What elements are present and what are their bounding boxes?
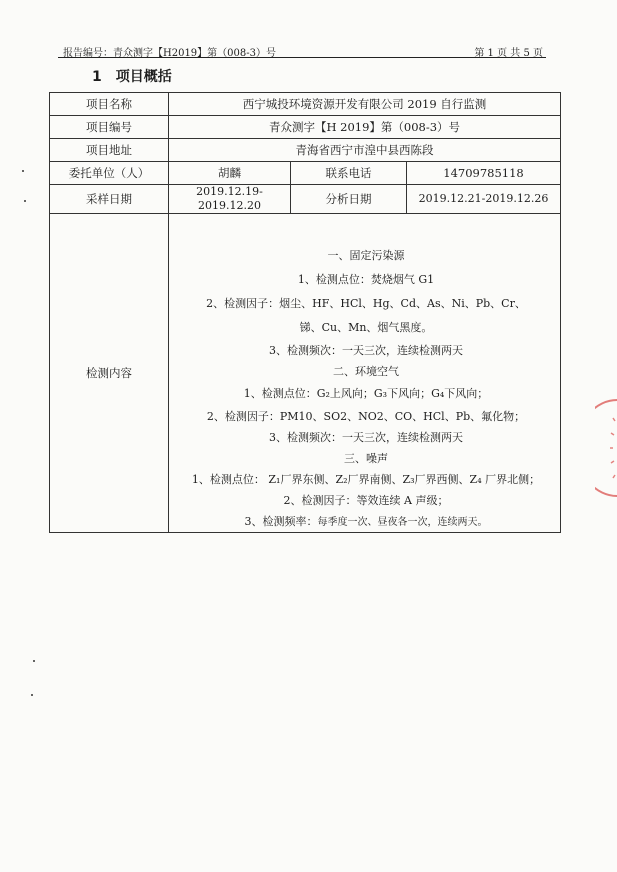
phone-value: 14709785118 [407, 162, 561, 185]
detection-line: 3、检测频次：一天三次，连续检测两天 [269, 344, 463, 357]
header-divider [58, 57, 546, 58]
frequency-text: 每季度一次、昼夜各一次，连续两天。 [317, 517, 488, 528]
row-detection [50, 214, 561, 533]
detection-content-cell [169, 214, 561, 533]
row-project-name [50, 93, 561, 116]
detection-line: 二、环境空气 [333, 365, 399, 378]
scan-speck [24, 200, 26, 202]
detection-line: 1、检测点位：G₂上风向；G₃下风向；G₄下风向； [243, 387, 489, 400]
project-info-table [49, 92, 561, 533]
project-no-value: 青众测字【H 2019】第（008-3）号 [169, 116, 561, 139]
row-client [50, 162, 561, 185]
detection-line: 1、检测点位：焚烧烟气 G1 [297, 273, 435, 286]
detection-line-last [172, 511, 560, 532]
row-dates [50, 185, 561, 214]
section-heading [92, 66, 172, 86]
scan-speck [33, 660, 35, 662]
row-project-address [50, 139, 561, 162]
detection-line: 1、检测点位： Z₁厂界东侧、Z₂厂界南侧、Z₃厂界西侧、Z₄ 厂界北侧； [191, 473, 541, 486]
section-title: 项目概括 [115, 69, 172, 85]
sampling-date-label: 采样日期 [50, 185, 169, 214]
detection-label: 检测内容 [50, 214, 169, 533]
frequency-prefix: 3、检测频率： [244, 515, 318, 528]
analysis-date-label: 分析日期 [291, 185, 407, 214]
project-address-value: 青海省西宁市湟中县西陈段 [169, 139, 561, 162]
analysis-date-value: 2019.12.21-2019.12.26 [407, 185, 561, 214]
section-number: 1 [92, 69, 102, 85]
detection-line: 一、固定污染源 [327, 249, 405, 262]
report-number: 报告编号：青众测字【H2019】第（008-3）号 [63, 48, 276, 59]
phone-label: 联系电话 [291, 162, 407, 185]
row-project-no [50, 116, 561, 139]
scan-speck [31, 694, 33, 696]
detection-line: 2、检测因子：烟尘、HF、HCl、Hg、Cd、As、Ni、Pb、Cr、 [206, 297, 526, 310]
project-name-label: 项目名称 [50, 93, 169, 116]
detection-line: 锑、Cu、Mn、烟气黑度。 [299, 321, 433, 334]
page-indicator: 第 1 页 共 5 页 [474, 48, 543, 59]
detection-line: 2、检测因子：PM10、SO2、NO2、CO、HCl、Pb、氟化物； [206, 410, 526, 423]
detection-line: 3、检测频次：一天三次，连续检测两天 [269, 431, 463, 444]
client-value: 胡麟 [169, 162, 291, 185]
project-name-value: 西宁城投环境资源开发有限公司 2019 自行监测 [169, 93, 561, 116]
sampling-date-value: 2019.12.19-2019.12.20 [169, 185, 291, 214]
scan-speck [22, 170, 24, 172]
project-no-label: 项目编号 [50, 116, 169, 139]
project-address-label: 项目地址 [50, 139, 169, 162]
client-label: 委托单位（人） [50, 162, 169, 185]
detection-content [169, 214, 560, 532]
detection-line: 2、检测因子：等效连续 A 声级； [283, 494, 449, 507]
detection-line: 三、噪声 [344, 452, 388, 465]
seal-stamp-fragment [595, 398, 617, 498]
